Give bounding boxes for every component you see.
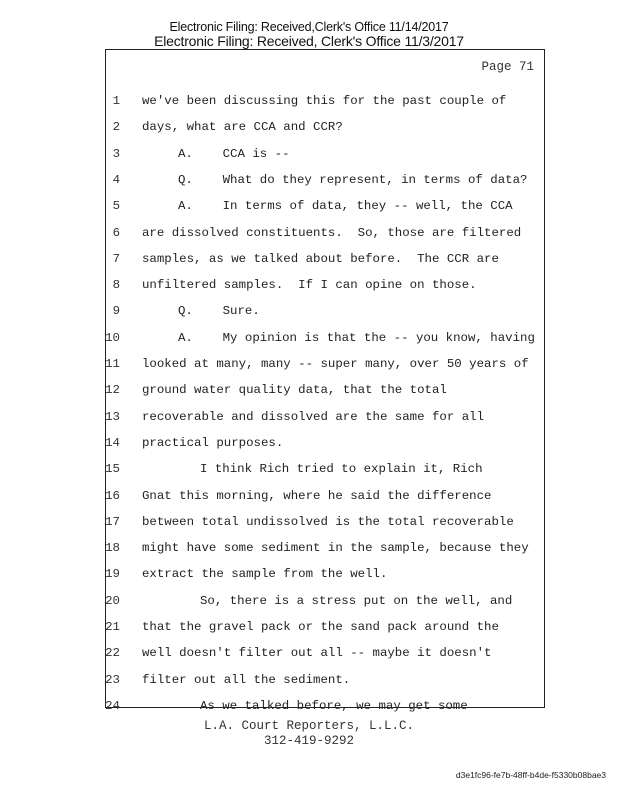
- line-number: 18: [105, 541, 120, 556]
- line-text: unfiltered samples. If I can opine on those.: [142, 278, 477, 293]
- footer-phone: 312-419-9292: [263, 734, 354, 748]
- line-text: well doesn't filter out all -- maybe it doesn't: [142, 646, 492, 661]
- transcript-line: [106, 567, 544, 585]
- line-text: days, what are CCA and CCR?: [142, 120, 343, 135]
- line-number: 5: [112, 199, 120, 214]
- transcript-line: [106, 357, 544, 375]
- line-number: 7: [112, 251, 120, 266]
- transcript-line: [106, 226, 544, 244]
- line-number: 10: [105, 330, 120, 345]
- transcript-line: [106, 620, 544, 638]
- transcript-line: [106, 147, 544, 165]
- line-text: A. My opinion is that the -- you know, having: [178, 330, 535, 345]
- line-text: recoverable and dissolved are the same for all: [142, 409, 485, 424]
- line-text: Q. Sure.: [178, 304, 260, 319]
- transcript-line: [106, 173, 544, 191]
- line-text: samples, as we talked about before. The CCR are: [142, 251, 499, 266]
- line-text: looked at many, many -- super many, over 50 years of: [142, 357, 529, 371]
- document-hash: d3e1fc96-fe7b-48ff-b4de-f5330b08bae3: [455, 770, 606, 780]
- line-number: 22: [105, 646, 120, 661]
- transcript-line: [106, 252, 544, 270]
- line-text: I think Rich tried to explain it, Rich: [200, 462, 483, 477]
- transcript-line: [106, 304, 544, 322]
- transcript-line: [106, 594, 544, 612]
- transcript-line: [106, 410, 544, 428]
- line-number: 17: [105, 514, 120, 529]
- line-text: that the gravel pack or the sand pack around the: [142, 620, 499, 634]
- line-number: 3: [112, 146, 120, 161]
- line-text: A. In terms of data, they -- well, the CCA: [178, 199, 513, 214]
- line-text: Q. What do they represent, in terms of data?: [178, 172, 528, 187]
- line-text: As we talked before, we may get some: [200, 698, 468, 713]
- line-text: extract the sample from the well.: [142, 567, 388, 582]
- line-text: between total undissolved is the total recoverable: [142, 514, 514, 529]
- filing-stamp-top: Electronic Filing: Received,Clerk's Office 11/14/2017: [169, 20, 449, 34]
- line-text: A. CCA is --: [178, 146, 290, 161]
- line-number: 2: [112, 120, 120, 135]
- line-number: 20: [105, 593, 120, 608]
- line-number: 11: [105, 357, 120, 371]
- transcript-line: [106, 489, 544, 507]
- line-number: 21: [105, 620, 120, 634]
- line-text: Gnat this morning, where he said the difference: [142, 488, 492, 503]
- line-number: 12: [105, 383, 120, 398]
- transcript-line: [106, 436, 544, 454]
- transcript-line: [106, 199, 544, 217]
- line-number: 1: [112, 94, 120, 108]
- transcript-line: [106, 646, 544, 664]
- line-number: 13: [105, 409, 120, 424]
- transcript-line: [106, 515, 544, 533]
- transcript-line: [106, 383, 544, 401]
- page-number: Page 71: [481, 60, 534, 74]
- transcript-line: [106, 699, 544, 717]
- line-number: 9: [112, 304, 120, 319]
- line-number: 8: [112, 278, 120, 293]
- line-number: 16: [105, 488, 120, 503]
- line-number: 6: [112, 225, 120, 240]
- line-text: practical purposes.: [142, 435, 284, 450]
- line-number: 15: [105, 462, 120, 477]
- transcript-page-frame: [105, 49, 545, 713]
- line-number: 4: [112, 172, 120, 187]
- transcript-line: [106, 541, 544, 559]
- transcript-line: [106, 673, 544, 691]
- footer-company: L.A. Court Reporters, L.L.C.: [203, 719, 415, 733]
- line-number: 19: [105, 567, 120, 582]
- transcript-line: [106, 120, 544, 138]
- line-number: 23: [105, 672, 120, 687]
- transcript-line: [106, 331, 544, 349]
- line-text: we've been discussing this for the past couple of: [142, 94, 507, 108]
- line-text: ground water quality data, that the total: [142, 383, 447, 398]
- line-text: filter out all the sediment.: [142, 672, 351, 687]
- filing-stamp-bottom: Electronic Filing: Received, Clerk's Office 11/3/2017: [154, 33, 464, 49]
- line-number: 14: [105, 435, 120, 450]
- transcript-line: [106, 278, 544, 296]
- line-text: might have some sediment in the sample, because they: [142, 541, 529, 556]
- transcript-line: [106, 462, 544, 480]
- transcript-line: [106, 94, 544, 112]
- line-text: So, there is a stress put on the well, and: [200, 593, 513, 608]
- line-number: 24: [105, 698, 120, 713]
- line-text: are dissolved constituents. So, those are filtered: [142, 225, 522, 240]
